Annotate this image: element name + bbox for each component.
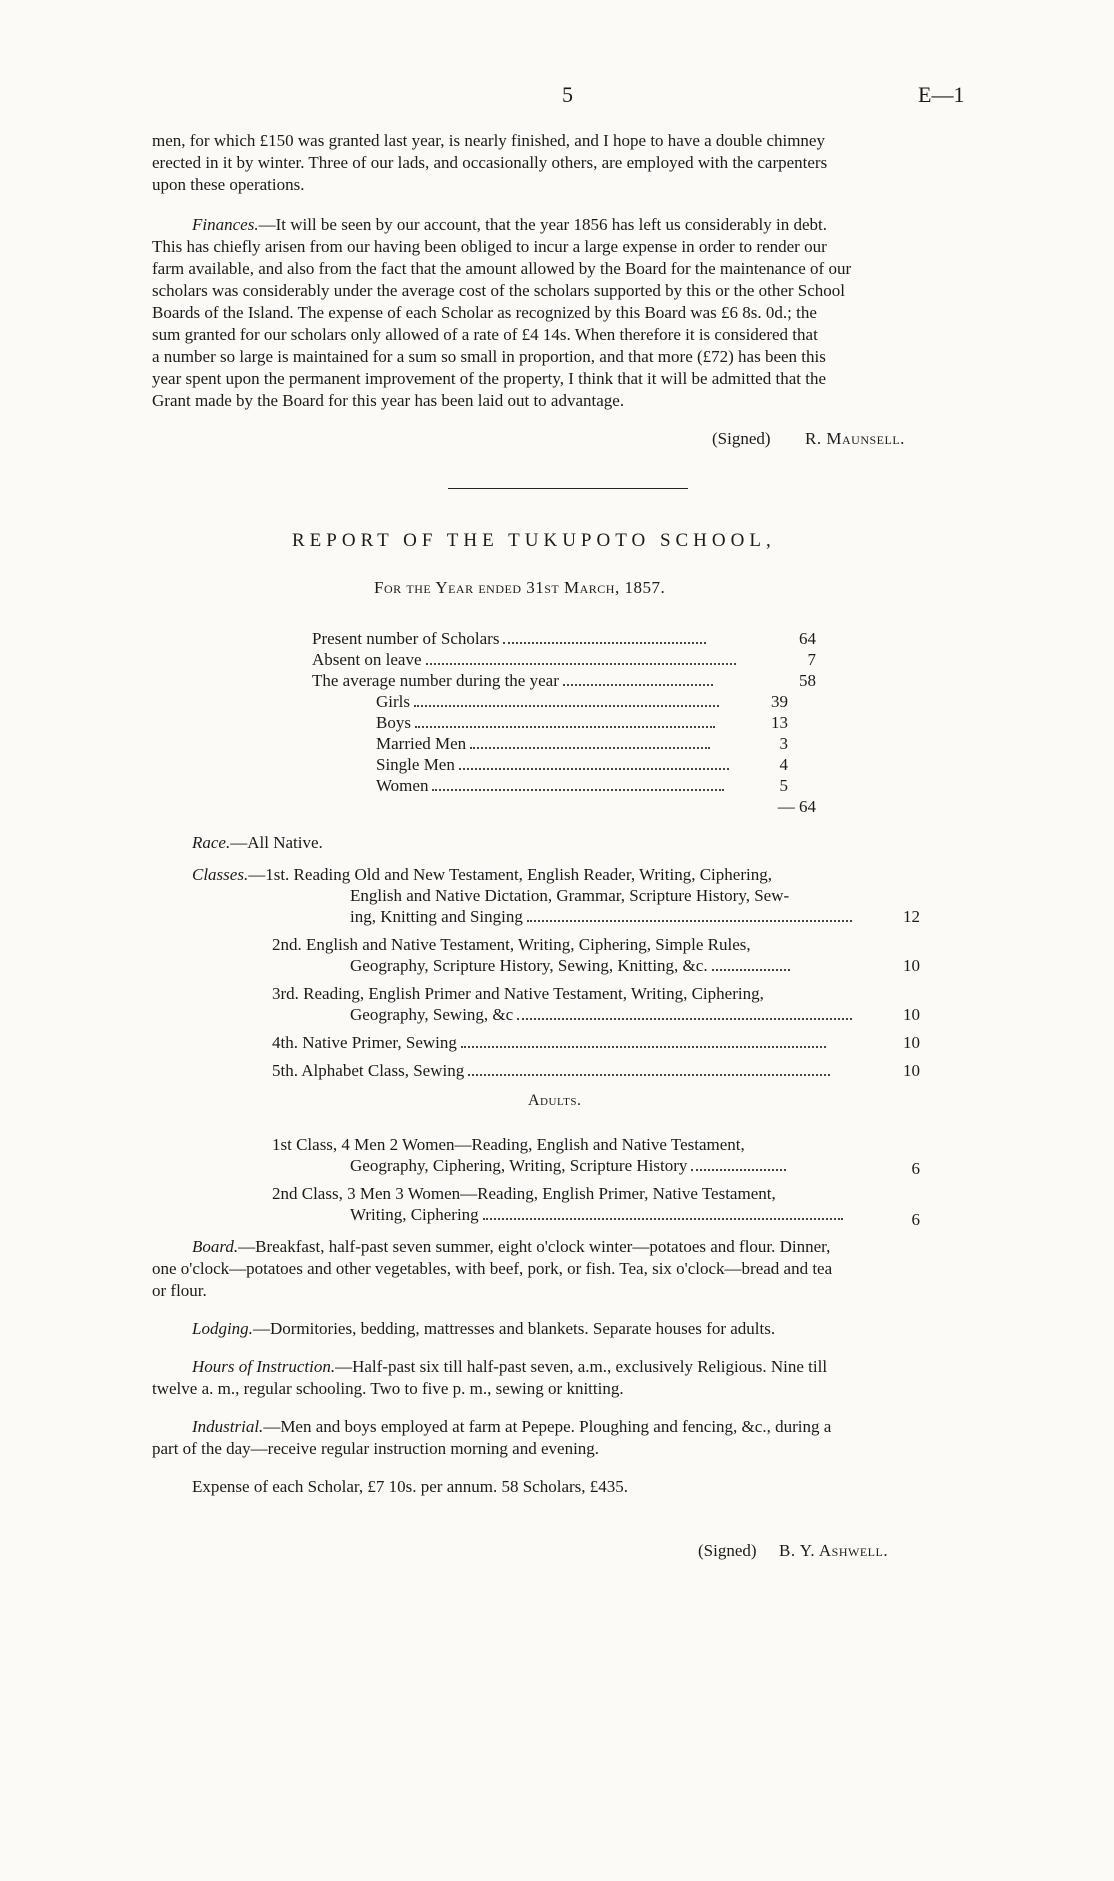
race-line (192, 832, 323, 853)
finances-label: Finances. (192, 215, 259, 234)
signature-maunsell (712, 428, 905, 449)
finances-line: This has chiefly arisen from our having been obliged to incur a large expense in order to render our (152, 237, 827, 256)
class-count: 10 (903, 1033, 920, 1052)
class-text: ing, Knitting and Singing (350, 907, 523, 926)
board-line (192, 1236, 830, 1257)
breakdown-label: Single Men (376, 755, 455, 774)
class-text: 4th. Native Primer, Sewing (272, 1033, 457, 1052)
breakdown-label: Married Men (376, 734, 467, 753)
adults-heading: Adults. (528, 1092, 582, 1109)
industrial-text: —Men and boys employed at farm at Pepepe. Ploughing and fencing, &c., during a (263, 1417, 832, 1436)
breakdown-value: 39 (771, 692, 788, 711)
race-text: —All Native. (230, 833, 323, 852)
board-label: Board. (192, 1237, 239, 1256)
lodging-text: —Dormitories, bedding, mattresses and blankets. Separate houses for adults. (252, 1319, 776, 1338)
signatory-name: B. Y. Ashwell. (779, 1541, 889, 1560)
class-line: 2nd. English and Native Testament, Writing, Ciphering, Simple Rules, (272, 935, 751, 954)
class-text: 5th. Alphabet Class, Sewing (272, 1061, 465, 1080)
section-divider (448, 488, 688, 489)
adult-class-count: 6 (911, 1210, 920, 1229)
class-count: 12 (903, 907, 920, 926)
adult-class-line: 2nd Class, 3 Men 3 Women—Reading, English Primer, Native Testament, (272, 1184, 776, 1203)
stat-value: 64 (799, 629, 816, 648)
breakdown-label: Boys (376, 713, 411, 732)
class-text: Geography, Sewing, &c (350, 1005, 514, 1024)
adult-class-line (350, 1204, 847, 1225)
signed-prefix: (Signed) (698, 1541, 757, 1560)
classes-label: Classes. (192, 865, 249, 884)
class-line (272, 1032, 830, 1053)
hours-line (192, 1356, 827, 1377)
report-subtitle: For the Year ended 31st March, 1857. (374, 578, 666, 597)
signatory-name: R. Maunsell. (805, 429, 905, 448)
breakdown-total: — 64 (777, 797, 816, 816)
stat-row (312, 649, 740, 670)
adult-class-count: 6 (911, 1159, 920, 1178)
class-line (350, 906, 856, 927)
intro-line: men, for which £150 was granted last year, is nearly finished, and I hope to have a double chimney (152, 131, 825, 150)
intro-line: upon these operations. (152, 175, 305, 194)
adult-class-text: Geography, Ciphering, Writing, Scripture History (350, 1156, 688, 1175)
finances-line: Grant made by the Board for this year has been laid out to advantage. (152, 391, 625, 410)
lodging-label: Lodging. (192, 1319, 253, 1338)
signed-prefix: (Signed) (712, 429, 771, 448)
breakdown-row (376, 691, 723, 712)
breakdown-row (376, 733, 714, 754)
breakdown-value: 3 (779, 734, 788, 753)
hours-line: twelve a. m., regular schooling. Two to five p. m., sewing or knitting. (152, 1379, 624, 1398)
industrial-label: Industrial. (192, 1417, 264, 1436)
adult-class-text: Writing, Ciphering (350, 1205, 479, 1224)
class-line (350, 1004, 856, 1025)
stat-value: 58 (799, 671, 816, 690)
industrial-line (192, 1416, 831, 1437)
finances-line: sum granted for our scholars only allowed of a rate of £4 14s. When therefore it is considered that (152, 325, 818, 344)
class-text: —1st. Reading Old and New Testament, English Reader, Writing, Ciphering, (248, 865, 772, 884)
finances-text: —It will be seen by our account, that the year 1856 has left us considerably in debt. (258, 215, 827, 234)
breakdown-row (376, 754, 733, 775)
breakdown-label: Women (376, 776, 429, 795)
finances-line: Boards of the Island. The expense of each Scholar as recognized by this Board was £6 8s. 0d.; the (152, 303, 817, 322)
lodging-line (192, 1318, 775, 1339)
class-line: 3rd. Reading, English Primer and Native Testament, Writing, Ciphering, (272, 984, 764, 1003)
breakdown-row (376, 712, 719, 733)
race-label: Race. (192, 833, 231, 852)
stat-label: The average number during the year (312, 671, 559, 690)
signature-ashwell (698, 1540, 888, 1561)
class-text: Geography, Scripture History, Sewing, Knitting, &c. (350, 956, 708, 975)
class-count: 10 (903, 1005, 920, 1024)
class-line (350, 955, 794, 976)
expense-line: Expense of each Scholar, £7 10s. per annum. 58 Scholars, £435. (192, 1477, 629, 1496)
report-title: REPORT OF THE TUKUPOTO SCHOOL, (292, 530, 776, 551)
board-text: —Breakfast, half-past seven summer, eight o'clock winter—potatoes and flour. Dinner, (238, 1237, 831, 1256)
hours-text: —Half-past six till half-past seven, a.m., exclusively Religious. Nine till (335, 1357, 828, 1376)
finances-line: scholars was considerably under the average cost of the scholars supported by this or the other School (152, 281, 846, 300)
class-line (192, 864, 772, 885)
stat-value: 7 (807, 650, 816, 669)
stat-row (312, 670, 717, 691)
page-number: 5 (562, 82, 573, 107)
stat-row (312, 628, 710, 649)
breakdown-label: Girls (376, 692, 410, 711)
document-code: E—1 (918, 82, 965, 107)
class-line: English and Native Dictation, Grammar, Scripture History, Sew- (350, 886, 790, 905)
finances-line: a number so large is maintained for a sum so small in proportion, and that more (£72) has been this (152, 347, 826, 366)
breakdown-value: 4 (779, 755, 788, 774)
stat-label: Absent on leave (312, 650, 422, 669)
adult-class-line: 1st Class, 4 Men 2 Women—Reading, English and Native Testament, (272, 1135, 745, 1154)
class-count: 10 (903, 956, 920, 975)
industrial-line: part of the day—receive regular instruction morning and evening. (152, 1439, 600, 1458)
board-line: or flour. (152, 1281, 207, 1300)
hours-label: Hours of Instruction. (192, 1357, 336, 1376)
adult-class-line (350, 1155, 790, 1176)
breakdown-value: 13 (771, 713, 788, 732)
intro-line: erected in it by winter. Three of our lads, and occasionally others, are employed with the carpenters (152, 153, 828, 172)
breakdown-row (376, 775, 728, 796)
finances-line (192, 214, 827, 235)
breakdown-value: 5 (779, 776, 788, 795)
stat-label: Present number of Scholars (312, 629, 500, 648)
finances-line: farm available, and also from the fact that the amount allowed by the Board for the maintenance of our (152, 259, 852, 278)
class-line (272, 1060, 834, 1081)
finances-line: year spent upon the permanent improvement of the property, I think that it will be admitted that the (152, 369, 826, 388)
board-line: one o'clock—potatoes and other vegetables, with beef, pork, or fish. Tea, six o'clock—bread and tea (152, 1259, 833, 1278)
class-count: 10 (903, 1061, 920, 1080)
